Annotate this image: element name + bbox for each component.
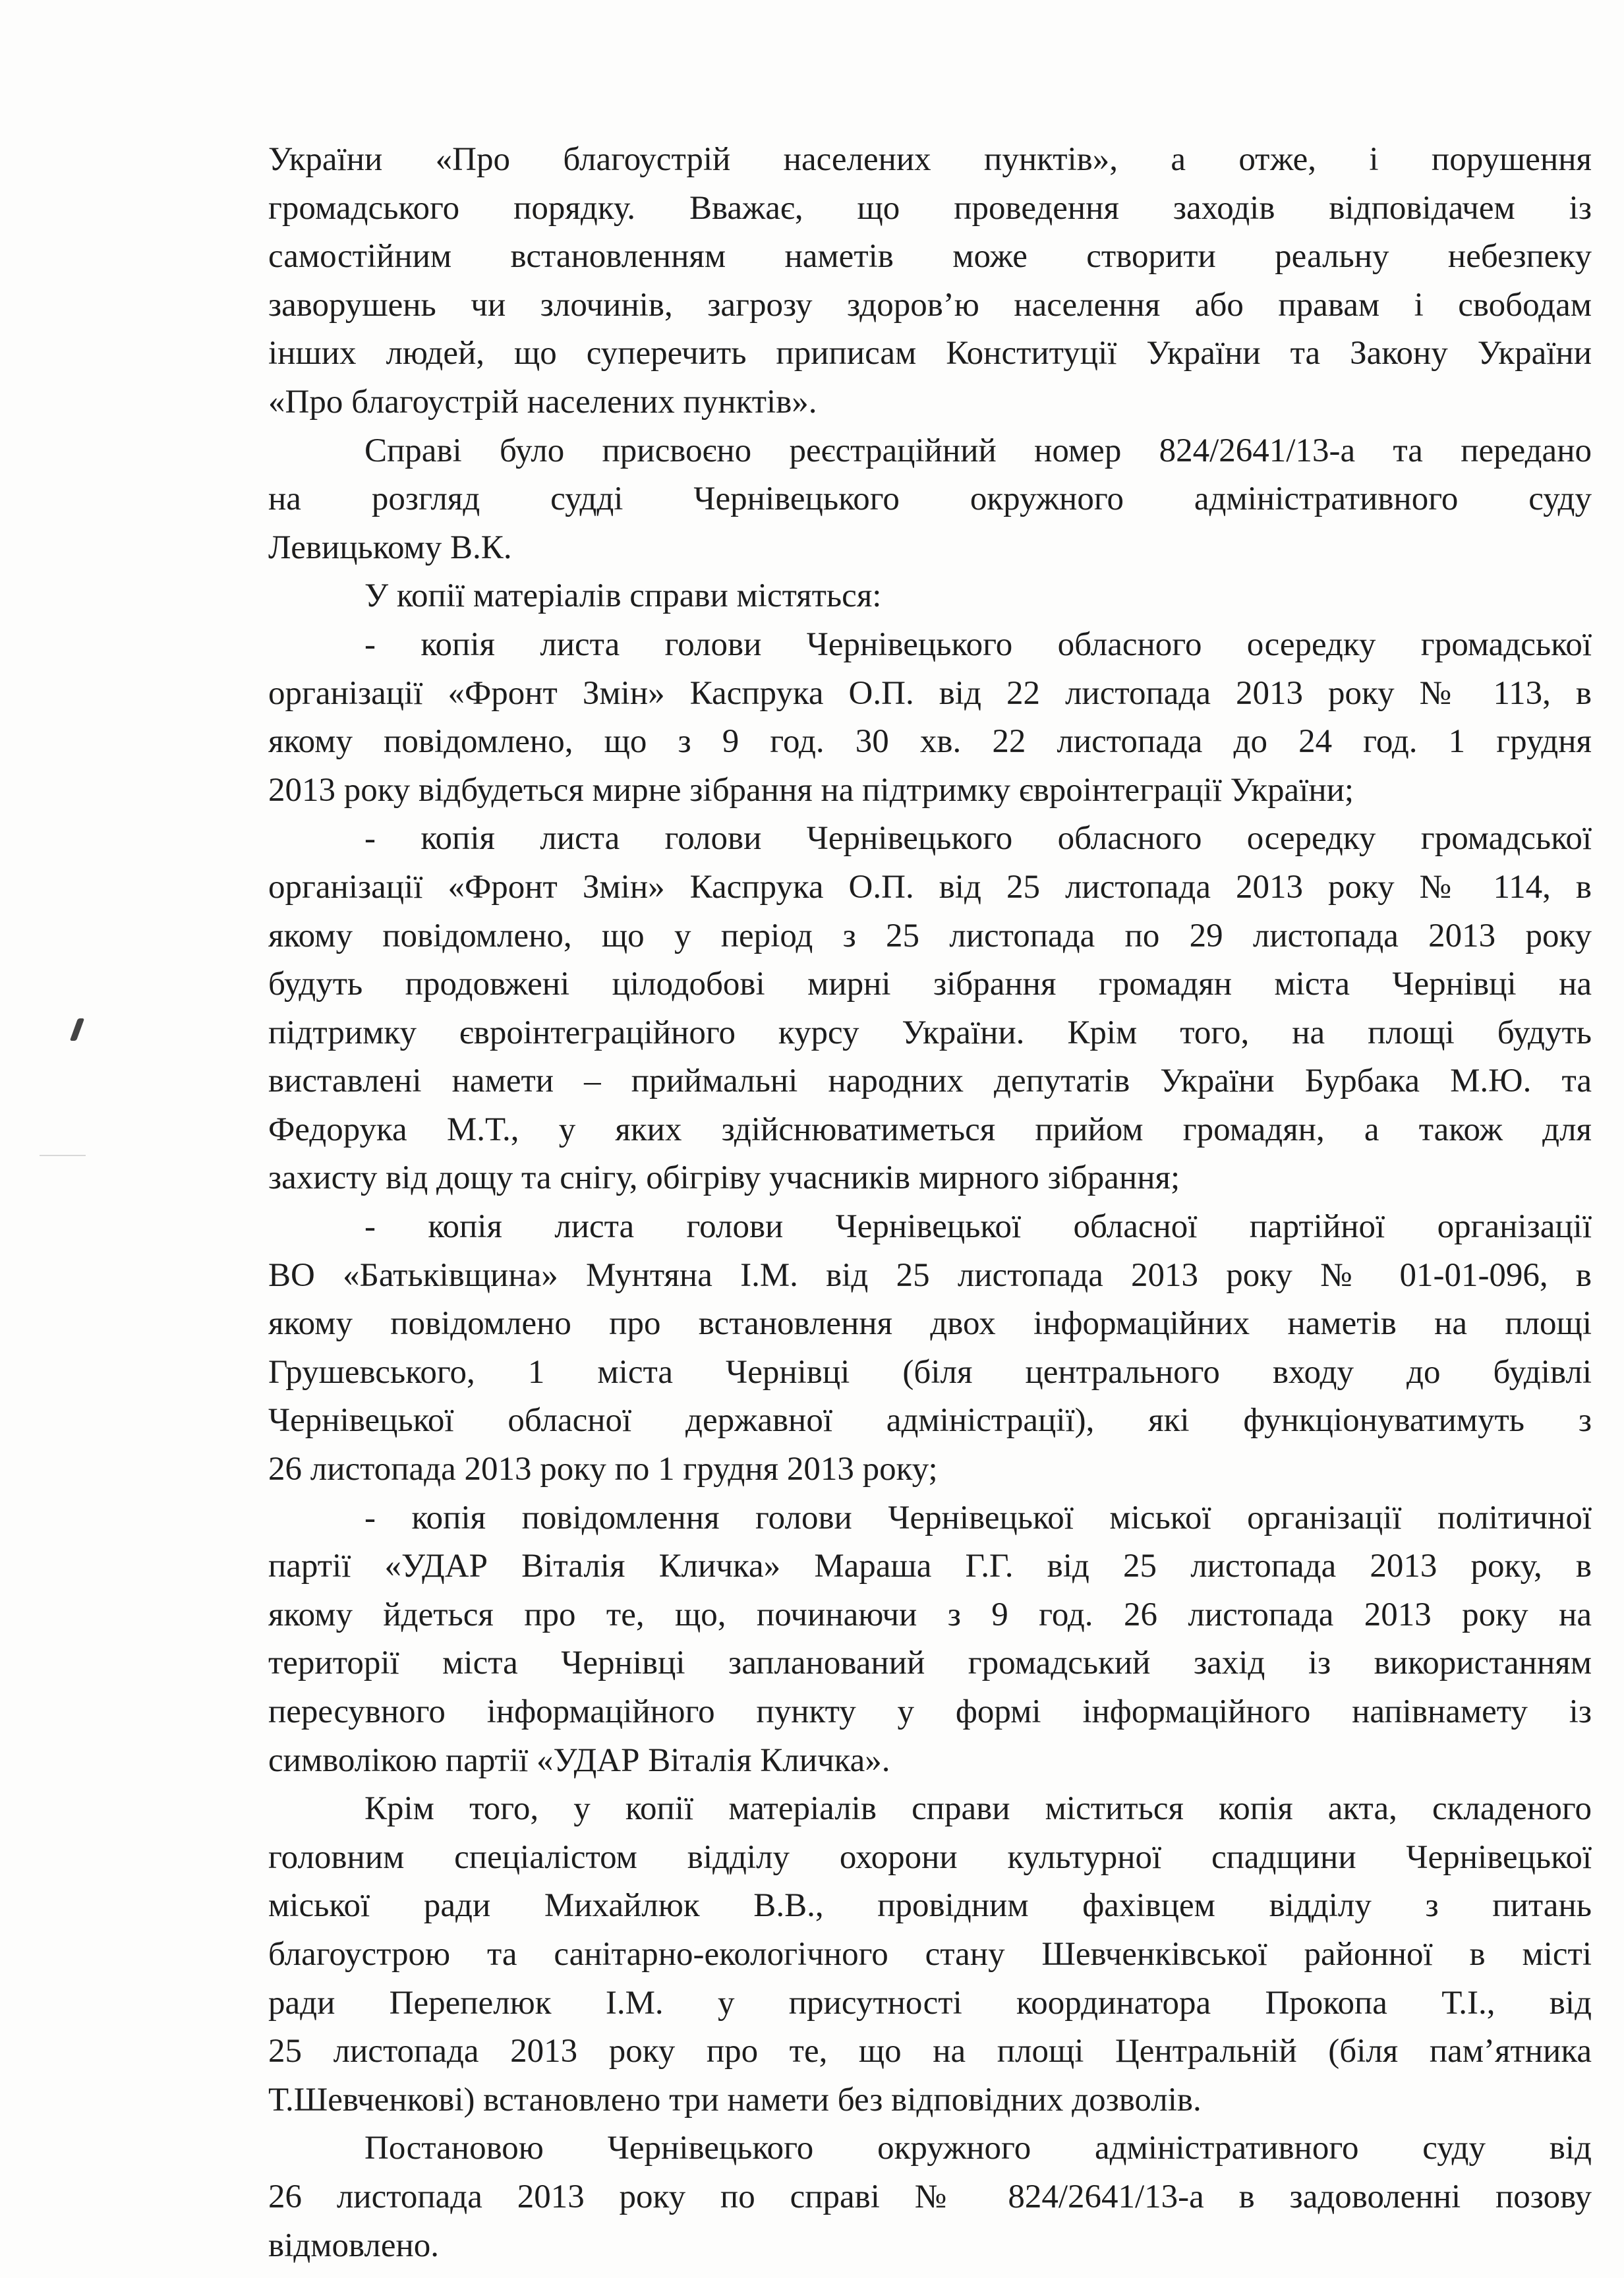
- text-line: України «Про благоустрій населених пунктів», а отже, і порушення: [268, 141, 1592, 178]
- text-line: У копії матеріалів справи містяться:: [364, 577, 882, 615]
- text-line: якому йдеться про те, що, починаючи з 9 год. 26 листопада 2013 року на: [268, 1596, 1592, 1633]
- text-line: самостійним встановленням наметів може створити реальну небезпеку: [268, 238, 1592, 276]
- text-line: на розгляд судді Чернівецького окружного адміністративного суду: [268, 481, 1592, 518]
- text-line: Левицькому В.К.: [268, 529, 512, 566]
- text-line: 25 листопада 2013 року про те, що на площі Центральній (біля пам’ятника: [268, 2033, 1592, 2070]
- text-line: організації «Фронт Змін» Каспрука О.П. від 22 листопада 2013 року № 113, в: [268, 674, 1592, 712]
- text-line: Федорука М.Т., у яких здійснюватиметься прийом громадян, а також для: [268, 1111, 1592, 1148]
- text-line: головним спеціалістом відділу охорони культурної спадщини Чернівецької: [268, 1838, 1592, 1876]
- scan-line: [40, 1155, 86, 1156]
- paragraph: [268, 2124, 1592, 2270]
- text-line: якому повідомлено, що у період з 25 листопада по 29 листопада 2013 року: [268, 917, 1592, 954]
- text-line: 26 листопада 2013 року по 1 грудня 2013 року;: [268, 1451, 938, 1488]
- text-line: підтримку євроінтеграційного курсу України. Крім того, на площі будуть: [268, 1014, 1592, 1051]
- text-line: Крім того, у копії матеріалів справи міститься копія акта, складеного: [364, 1790, 1592, 1828]
- text-line: будуть продовжені цілодобові мирні зібрання громадян міста Чернівці на: [268, 966, 1592, 1003]
- text-line: - копія листа голови Чернівецького обласного осередку громадської: [364, 820, 1592, 858]
- text-line: Постановою Чернівецького окружного адміністративного суду від: [364, 2130, 1592, 2167]
- text-line: ради Перепелюк І.М. у присутності координатора Прокопа Т.І., від: [268, 1984, 1592, 2022]
- text-line: Грушевського, 1 міста Чернівці (біля центрального входу до будівлі: [268, 1353, 1592, 1391]
- document-body: [268, 136, 1592, 2270]
- text-line: ВО «Батьківщина» Мунтяна І.М. від 25 листопада 2013 року № 01-01-096, в: [268, 1256, 1592, 1294]
- text-line: території міста Чернівці запланований громадський захід із використанням: [268, 1645, 1592, 1682]
- scan-mark: [70, 1018, 84, 1041]
- text-line: пересувного інформаційного пункту у формі інформаційного напівнамету із: [268, 1693, 1592, 1730]
- text-line: відмовлено.: [268, 2227, 440, 2264]
- paragraph: [268, 1494, 1592, 1786]
- text-line: інших людей, що суперечить приписам Конституції України та Закону України: [268, 335, 1592, 372]
- paragraph: [268, 427, 1592, 573]
- paragraph: [268, 572, 1592, 621]
- text-line: організації «Фронт Змін» Каспрука О.П. від 25 листопада 2013 року № 114, в: [268, 868, 1592, 906]
- text-line: партії «УДАР Віталія Кличка» Мараша Г.Г. від 25 листопада 2013 року, в: [268, 1548, 1592, 1585]
- text-line: захисту від дощу та снігу, обігріву учасників мирного зібрання;: [268, 1159, 1180, 1197]
- text-line: Чернівецької обласної державної адміністрації), які функціонуватимуть з: [268, 1402, 1592, 1440]
- text-line: якому повідомлено про встановлення двох інформаційних наметів на площі: [268, 1305, 1592, 1343]
- paragraph: [268, 1785, 1592, 2124]
- text-line: Т.Шевченкові) встановлено три намети без відповідних дозволів.: [268, 2081, 1202, 2118]
- text-line: - копія повідомлення голови Чернівецької міської організації політичної: [364, 1499, 1592, 1536]
- text-line: громадського порядку. Вважає, що проведення заходів відповідачем із: [268, 189, 1592, 227]
- paragraph: [268, 621, 1592, 815]
- text-line: 26 листопада 2013 року по справі № 824/2641/13-а в задоволенні позову: [268, 2178, 1592, 2215]
- text-line: Справі було присвоєно реєстраційний номер 824/2641/13-а та передано: [364, 432, 1592, 469]
- text-line: якому повідомлено, що з 9 год. 30 хв. 22 листопада до 24 год. 1 грудня: [268, 723, 1592, 761]
- text-line: благоустрою та санітарно-екологічного стану Шевченківської районної в місті: [268, 1935, 1592, 1973]
- text-line: заворушень чи злочинів, загрозу здоров’ю населення або правам і свободам: [268, 286, 1592, 324]
- text-line: 2013 року відбудеться мирне зібрання на підтримку євроінтеграції України;: [268, 771, 1354, 809]
- text-line: «Про благоустрій населених пунктів».: [268, 383, 817, 421]
- text-line: виставлені намети – приймальні народних депутатів України Бурбака М.Ю. та: [268, 1063, 1592, 1100]
- text-line: - копія листа голови Чернівецької обласної партійної організації: [364, 1208, 1592, 1246]
- paragraph: [268, 1203, 1592, 1494]
- text-line: - копія листа голови Чернівецького обласного осередку громадської: [364, 626, 1592, 663]
- text-line: міської ради Михайлюк В.В., провідним фахівцем відділу з питань: [268, 1887, 1592, 1925]
- paragraph: [268, 136, 1592, 427]
- paragraph: [268, 815, 1592, 1203]
- text-line: символікою партії «УДАР Віталія Кличка».: [268, 1741, 890, 1779]
